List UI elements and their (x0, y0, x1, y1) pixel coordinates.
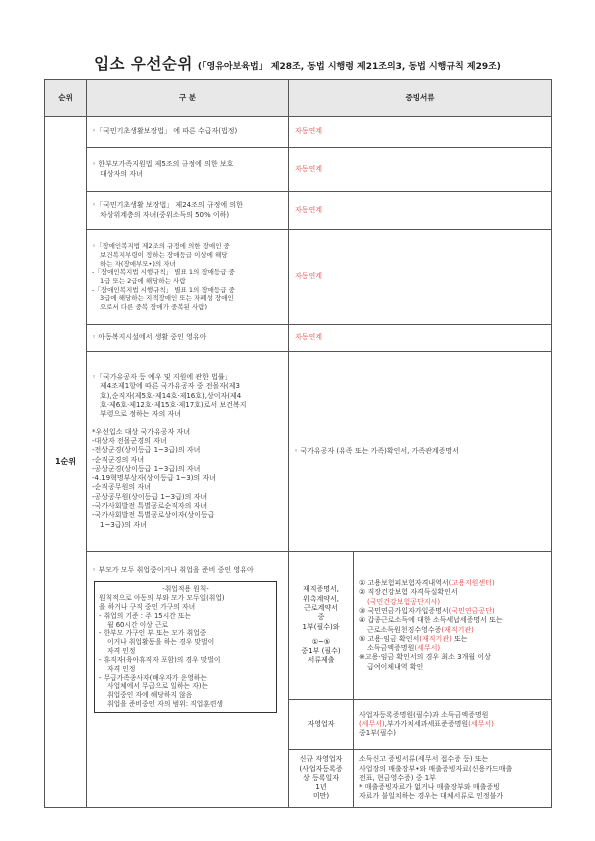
criteria-line: 으로서 다른 중복 장애가 중복된 사람) (100, 302, 208, 311)
criteria-line: ◦ 부모가 모두 취업중이거나 취업을 준비 중인 영유아 (92, 566, 254, 574)
doc-text: 사업자등록증명원(필수)과 소득금액증명원 (359, 710, 489, 719)
criteria-line: -「장애인복지법 시행규칙」 별표 1의 장애등급 중 (92, 285, 235, 294)
spacer (92, 420, 283, 428)
doc-source: (국민연금공단) (448, 606, 495, 615)
box-title: -취업적용 원칙- (162, 585, 209, 594)
doc-line (359, 626, 546, 635)
auto-link-cell: 자동연계 (289, 117, 552, 148)
criteria-line: -대상자 전몰군경의 자녀 (92, 436, 167, 445)
criteria-line: ◦「국가유공자 등 예우 및 지원에 관한 법률」 (92, 373, 232, 382)
type-line: 근로계약서 (304, 603, 338, 612)
type-line: 1부(필수)와 (302, 622, 340, 631)
criteria-line: -순직군경의 자녀 (92, 455, 145, 464)
box-line: 사업체에서 무급으로 일하는 자)는 (107, 682, 209, 691)
criteria-line: 부령으로 정하는 자의 자녀 (100, 410, 182, 419)
criteria-line: -국가사회발전 특별공로순직자의 자녀 (92, 501, 208, 510)
doc-text: ,부가가치세과세표준증명원 (384, 719, 469, 728)
type-line: 중1부 (필수) (301, 647, 341, 656)
criteria-cell (87, 192, 289, 230)
box-line: 자격 인정 (107, 664, 136, 673)
priority-table (44, 79, 552, 808)
doc-line (359, 598, 546, 607)
page-title: 입소 우선순위 (94, 55, 193, 73)
box-line: 취업을 준비중인 자의 범위: 직업훈련생 (107, 700, 223, 709)
criteria-line: -전상군경(상이등급 1~3급)의 자녀 (92, 446, 201, 455)
table-row-working-employee (45, 552, 552, 700)
table-row (45, 192, 552, 230)
doc-line: 사업장의 매출장부•와 매출증빙자료(신용카드매출 (359, 764, 513, 773)
criteria-line: 대상자의 자녀 (100, 169, 143, 178)
doc-line (359, 588, 546, 597)
criteria-line: 호),순직자(제5호·제14호·제16호),상이자(제4 (100, 391, 242, 400)
header-criteria: 구 분 (87, 80, 289, 117)
type-cell-selfemployed (289, 700, 354, 750)
criteria-line: ◦「장애인복지법 제2조의 규정에 의한 장애인 중 (92, 242, 230, 251)
doc-line (359, 663, 546, 672)
doc-text: ① 고용보험피보험자격내역서 (359, 579, 449, 588)
docs-cell-employee (354, 552, 552, 700)
type-line: 미만) (312, 792, 330, 801)
criteria-line: -공상공무원(상이등급 1~3급)의 자녀 (92, 492, 208, 501)
type-line: 중 (317, 613, 325, 622)
doc-source: (국민건강보험공단지사) (367, 597, 441, 606)
box-line: - 한부모 가구인 부 또는 모가 취업중 (99, 629, 207, 638)
doc-text: ⑤ 고용·임금 확인서 (359, 634, 420, 643)
criteria-line: ◦ 한부모가족지원법 제5조의 규정에 의한 보호 (92, 160, 234, 169)
auto-link-cell: 자동연계 (289, 230, 552, 325)
type-line: 1년 (315, 783, 327, 792)
type-line: ①~⑤ (311, 637, 331, 646)
doc-line: * 매출증빙자료가 없거나 매출장부와 매출증빙 (359, 783, 500, 792)
header-rank: 순위 (45, 80, 87, 117)
doc-source: (고용지원센터) (448, 579, 495, 588)
table-row (45, 117, 552, 148)
criteria-line: ◦ 아동복지시설에서 생활 중인 영유아 (92, 333, 207, 342)
doc-source: (재직기관) (441, 625, 474, 634)
box-line: 원칙적으로 아동의 부와 모가 모두일(취업) (99, 594, 225, 603)
employment-principle-box (94, 581, 277, 713)
criteria-line: 차상위계층의 자녀(중위소득의 50% 이하) (100, 210, 230, 219)
type-line: 자영업자 (307, 719, 335, 728)
type-cell-new-selfemployed (289, 750, 354, 808)
type-line: (사업자등록증 (299, 764, 343, 773)
criteria-cell (87, 148, 289, 192)
type-line: 위촉계약서, (302, 594, 340, 603)
criteria-line: -4.19혁명부상자(상이등급 1~3)의 자녀 (92, 474, 216, 483)
criteria-line: ◦「국민기초생활 보장법」 제24조의 규정에 의한 (92, 201, 243, 210)
doc-line (359, 635, 546, 644)
criteria-line: -순직공무원의 자녀 (92, 483, 151, 492)
type-line: 서류제출 (307, 656, 335, 665)
doc-line (359, 720, 546, 729)
auto-link-cell: 자동연계 (289, 325, 552, 352)
box-line: 이거나 취업활동을 하는 경우 맞벌이 (107, 638, 215, 647)
type-cell-employee (289, 552, 354, 700)
criteria-line: 1~3급)의 자녀 (100, 520, 147, 529)
table-row-veterans (45, 352, 552, 552)
page-title-block (0, 52, 595, 74)
header-row (45, 80, 552, 117)
docs-cell-selfemployed (354, 700, 552, 750)
type-line: 상 등록일자 (302, 773, 340, 782)
criteria-cell (87, 352, 289, 552)
type-line: 재직증명서, (302, 585, 340, 594)
doc-line: 자료가 불일치하는 경우는 대체서류로 인정불가 (359, 792, 504, 801)
type-line: 신규 자영업자 (299, 755, 343, 764)
doc-text: ③ 국민연금가입자가입증명서 (359, 606, 449, 615)
doc-text: 또는 (451, 634, 468, 643)
doc-line (359, 579, 546, 588)
box-line: - 무급가족종사자(배우자가 운영하는 (99, 673, 207, 682)
box-line: - 휴직자(육아휴직자 포함)의 경우 맞벌이 (99, 655, 221, 664)
doc-text: 중1부(필수) (359, 729, 396, 738)
criteria-line: -「장애인복지법 시행규칙」 별표 1의 장애등급 중 (92, 268, 235, 277)
criteria-cell-working (87, 552, 289, 808)
header-docs: 증빙서류 (289, 80, 552, 117)
criteria-line: ◦「국민기초생활보장법」 에 따른 수급자(법정) (92, 127, 238, 136)
rank-cell: 1순위 (45, 117, 87, 808)
docs-cell-new-selfemployed (354, 750, 552, 808)
criteria-line: 3급에 해당하는 지적장애인 또는 자폐성 장애인 (100, 294, 234, 303)
doc-line (359, 729, 546, 738)
doc-text: ④ 갑종근로소득에 대한 소득세납세증명서 또는 (359, 616, 503, 625)
doc-line (359, 711, 546, 720)
box-line: - 취업의 기준 : 주 15시간 또는 (99, 611, 192, 620)
criteria-line: -국가사회발전 특별공로상이자(상이등급 (92, 511, 215, 520)
criteria-cell (87, 325, 289, 352)
docs-cell: ◦ 국가유공자 (유족 또는 가족)확인서, 가족관계증명서 (289, 352, 552, 552)
box-line: 월 60시간 이상 근로 (107, 620, 169, 629)
criteria-line: 하는 자(장애부모•)의 자녀 (100, 259, 176, 268)
box-line: 자격 인정 (107, 647, 136, 656)
doc-line (359, 644, 546, 653)
doc-text: 급여이체내역 확인 (367, 662, 424, 671)
doc-text: ② 직장건강보험 자격득실확인서 (359, 588, 458, 597)
table-row (45, 230, 552, 325)
box-line: 을 하거나 구직 중인 가구의 자녀 (99, 602, 196, 611)
table-row (45, 148, 552, 192)
doc-source: (세무서) (414, 644, 441, 653)
doc-source: (재직기관) (419, 634, 452, 643)
doc-line: 소득신고 증빙서류(세무서 접수증 등) 또는 (359, 755, 489, 764)
criteria-line: -공상군경(상이등급 1~3급)의 자녀 (92, 464, 201, 473)
criteria-line: 1급 또는 2급에 해당하는 사람 (100, 277, 186, 285)
page-subtitle: (「영유아보육법」 제28조, 동법 시행령 제21조의3, 동법 시행규칙 제29조) (197, 62, 501, 72)
criteria-line: 보건복지부령이 정하는 장애등급 이상에 해당 (100, 251, 228, 260)
doc-text: 근로소득원천징수영수증 (367, 625, 442, 634)
criteria-cell (87, 117, 289, 148)
box-line: 취업중인 자에 해당하지 않음 (107, 691, 193, 700)
doc-line (359, 653, 546, 662)
doc-line: 전표, 현금영수증) 중 1부 (359, 773, 436, 782)
doc-source: (세무서) (468, 719, 494, 728)
doc-source: (세무서) (359, 719, 385, 728)
doc-line (359, 616, 546, 625)
doc-text: 소득금액증명원 (367, 644, 415, 653)
criteria-cell (87, 230, 289, 325)
criteria-line: 호·제6호·제12호·제15호·제17호)로서 보건복지 (100, 401, 247, 410)
auto-link-cell: 자동연계 (289, 148, 552, 192)
table-row (45, 325, 552, 352)
auto-link-cell: 자동연계 (289, 192, 552, 230)
criteria-line: 제4조제1항에 따른 국가유공자 중 전몰자(제3 (100, 382, 240, 391)
doc-line (359, 607, 546, 616)
doc-text: ※고용·임금 확인서의 경우 최소 3개월 이상 (359, 653, 491, 662)
criteria-line: *우선입소 대상 국가유공자 자녀 (92, 427, 191, 436)
